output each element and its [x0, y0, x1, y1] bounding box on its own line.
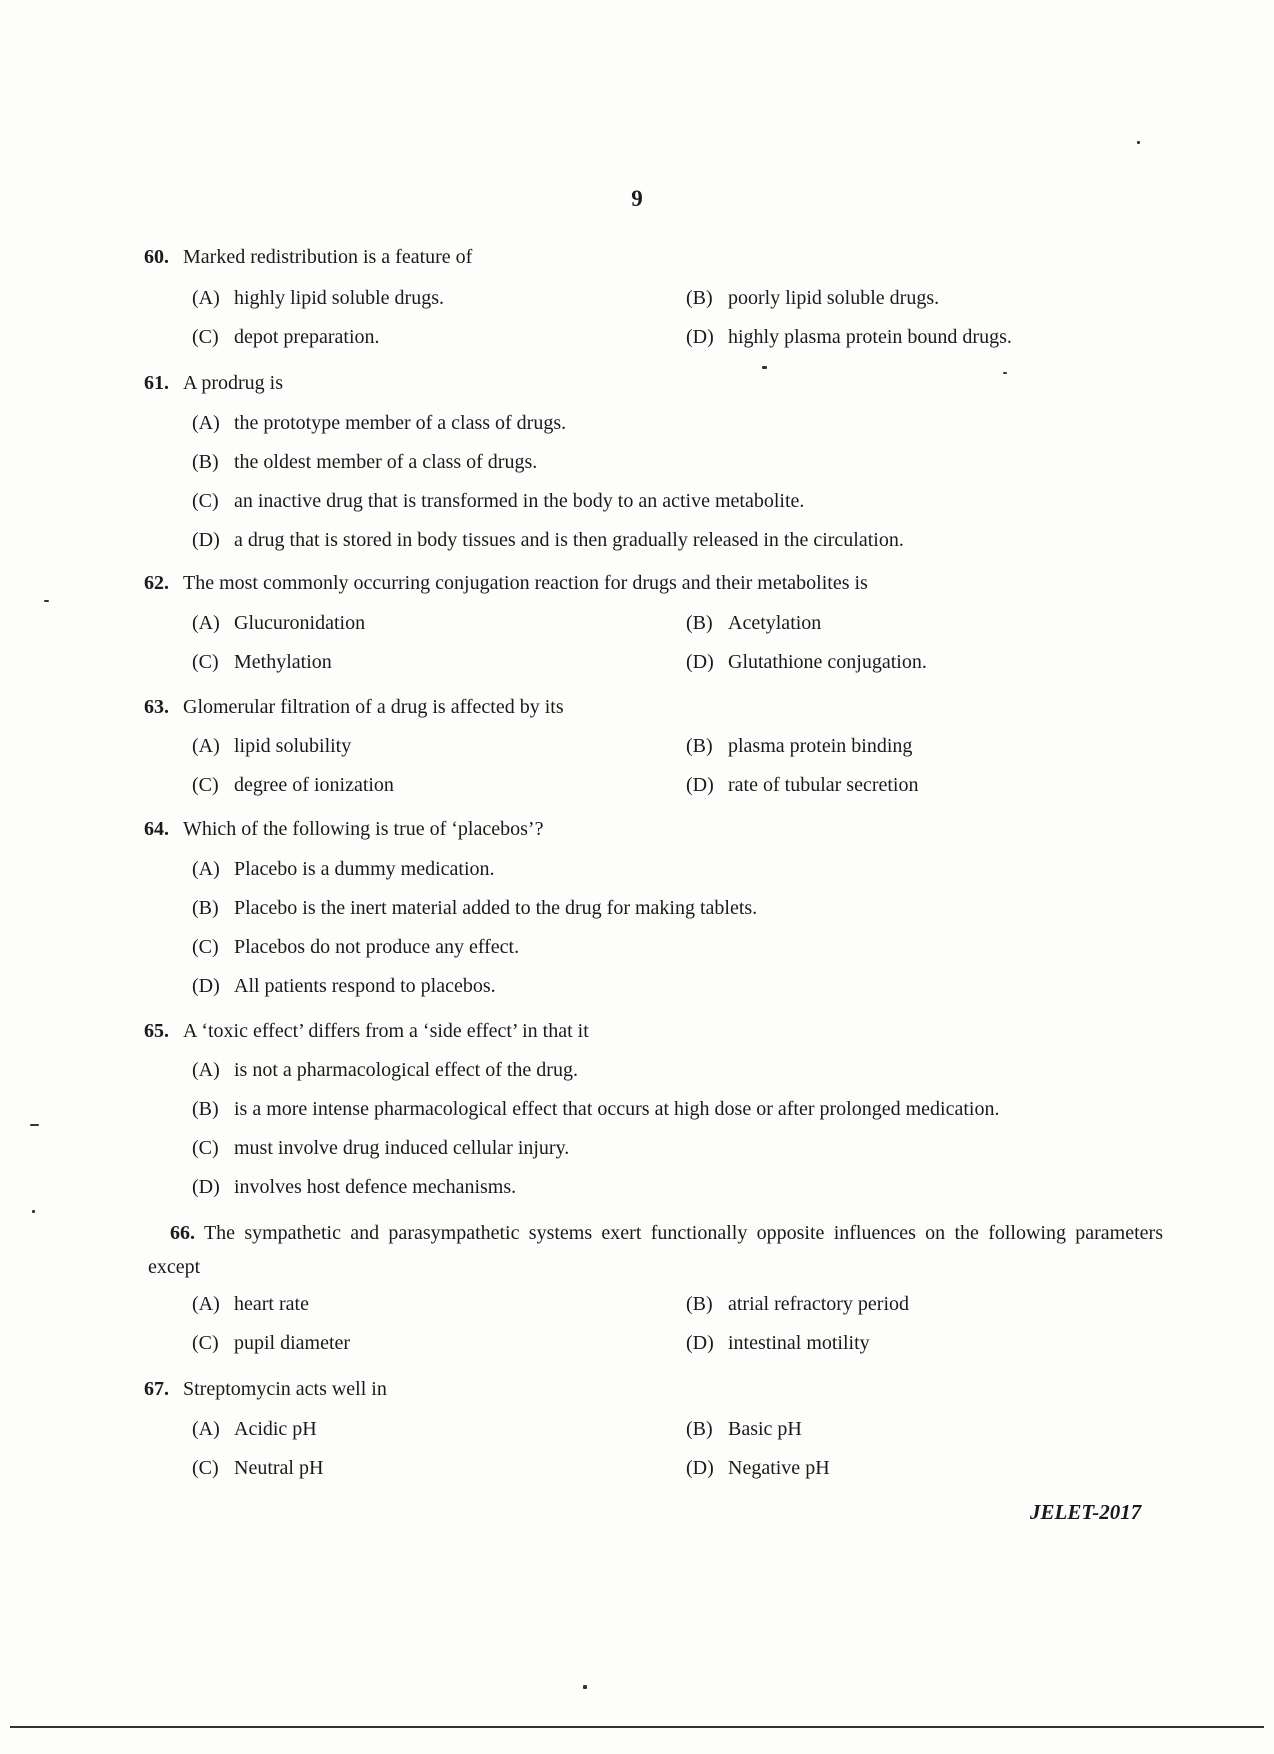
question-number: 66. — [170, 1222, 195, 1244]
option-d — [192, 529, 904, 552]
option-letter: (D) — [192, 529, 220, 551]
option-c — [192, 1137, 569, 1160]
option-letter: (C) — [192, 326, 219, 348]
option-text: Glucuronidation — [234, 612, 366, 634]
option-b — [192, 1098, 999, 1121]
option-text: All patients respond to placebos. — [234, 975, 496, 997]
option-letter: (D) — [686, 1457, 714, 1479]
option-letter: (A) — [192, 287, 220, 309]
option-text: is a more intense pharmacological effect that occurs at high dose or after prolonged medication. — [234, 1098, 1000, 1120]
scan-speck — [44, 600, 49, 602]
option-text: must involve drug induced cellular injury. — [234, 1137, 570, 1159]
question-stem: Marked redistribution is a feature of — [183, 246, 473, 268]
option-letter: (A) — [192, 1293, 220, 1315]
option-letter: (C) — [192, 490, 219, 512]
scan-speck — [1003, 372, 1007, 374]
bottom-rule — [10, 1726, 1264, 1728]
option-a — [192, 1418, 317, 1441]
option-letter: (B) — [192, 897, 219, 919]
option-text: heart rate — [234, 1293, 309, 1315]
question-stem: Which of the following is true of ‘placebos’? — [183, 818, 544, 840]
option-c — [192, 774, 394, 797]
option-letter: (A) — [192, 1418, 220, 1440]
option-text: intestinal motility — [728, 1332, 870, 1354]
option-d — [686, 326, 1012, 349]
option-d — [686, 1457, 830, 1480]
question-stem: A ‘toxic effect’ differs from a ‘side effect’ in that it — [183, 1020, 589, 1042]
question-number: 63. — [144, 696, 169, 718]
option-letter: (C) — [192, 1137, 219, 1159]
option-letter: (B) — [686, 1293, 713, 1315]
option-b — [192, 451, 537, 474]
option-d — [686, 1332, 870, 1355]
option-text: pupil diameter — [234, 1332, 351, 1354]
option-text: Placebo is a dummy medication. — [234, 858, 495, 880]
option-letter: (D) — [192, 1176, 220, 1198]
option-c — [192, 490, 804, 513]
option-letter: (D) — [686, 326, 714, 348]
option-b — [686, 1418, 802, 1441]
option-c — [192, 326, 380, 349]
option-letter: (B) — [192, 451, 219, 473]
question-number: 65. — [144, 1020, 169, 1042]
option-text: lipid solubility — [234, 735, 352, 757]
option-letter: (B) — [686, 735, 713, 757]
option-b — [686, 735, 912, 758]
option-text: Placebo is the inert material added to the drug for making tablets. — [234, 897, 758, 919]
option-b — [686, 1293, 909, 1316]
option-text: involves host defence mechanisms. — [234, 1176, 517, 1198]
option-text: Acidic pH — [234, 1418, 317, 1440]
question-66 — [148, 1216, 1163, 1284]
scan-speck — [1137, 141, 1140, 144]
option-letter: (C) — [192, 774, 219, 796]
option-text: a drug that is stored in body tissues and is then gradually released in the circulation. — [234, 529, 904, 551]
option-text: plasma protein binding — [728, 735, 913, 757]
option-letter: (D) — [192, 975, 220, 997]
option-a — [192, 412, 566, 435]
option-text: Placebos do not produce any effect. — [234, 936, 520, 958]
option-text: poorly lipid soluble drugs. — [728, 287, 940, 309]
option-letter: (A) — [192, 412, 220, 434]
option-letter: (B) — [192, 1098, 219, 1120]
option-letter: (A) — [192, 1059, 220, 1081]
option-c — [192, 1332, 350, 1355]
option-text: is not a pharmacological effect of the drug. — [234, 1059, 578, 1081]
question-stem: The most commonly occurring conjugation reaction for drugs and their metabolites is — [183, 572, 868, 594]
option-text: degree of ionization — [234, 774, 394, 796]
option-letter: (D) — [686, 1332, 714, 1354]
option-a — [192, 287, 444, 310]
option-text: depot preparation. — [234, 326, 380, 348]
option-a — [192, 735, 351, 758]
scan-speck — [30, 1124, 39, 1126]
question-number: 64. — [144, 818, 169, 840]
option-b — [686, 287, 939, 310]
question-number: 62. — [144, 572, 169, 594]
option-text: Neutral pH — [234, 1457, 324, 1479]
question-stem: Glomerular filtration of a drug is affected by its — [183, 696, 564, 718]
question-stem: Streptomycin acts well in — [183, 1378, 387, 1400]
option-letter: (B) — [686, 612, 713, 634]
option-text: Methylation — [234, 651, 332, 673]
option-text: highly plasma protein bound drugs. — [728, 326, 1012, 348]
option-a — [192, 1059, 578, 1082]
question-number: 60. — [144, 246, 169, 268]
option-d — [192, 975, 496, 998]
question-number: 61. — [144, 372, 169, 394]
option-c — [192, 936, 519, 959]
option-d — [686, 774, 918, 797]
option-text: highly lipid soluble drugs. — [234, 287, 444, 309]
option-text: the oldest member of a class of drugs. — [234, 451, 538, 473]
option-letter: (D) — [686, 774, 714, 796]
option-letter: (B) — [686, 1418, 713, 1440]
option-a — [192, 1293, 309, 1316]
option-letter: (C) — [192, 1332, 219, 1354]
option-text: Negative pH — [728, 1457, 830, 1479]
option-letter: (C) — [192, 1457, 219, 1479]
option-c — [192, 651, 332, 674]
option-text: an inactive drug that is transformed in the body to an active metabolite. — [234, 490, 805, 512]
scan-speck — [583, 1685, 587, 1689]
option-text: Basic pH — [728, 1418, 802, 1440]
option-c — [192, 1457, 323, 1480]
option-b — [192, 897, 757, 920]
option-text: Acetylation — [728, 612, 822, 634]
question-stem: The sympathetic and parasympathetic systems exert functionally opposite influences on the following parameters except — [148, 1222, 1163, 1278]
scan-speck — [32, 1210, 35, 1213]
option-letter: (A) — [192, 858, 220, 880]
option-text: Glutathione conjugation. — [728, 651, 927, 673]
question-number: 67. — [144, 1378, 169, 1400]
option-letter: (C) — [192, 936, 219, 958]
option-letter: (A) — [192, 735, 220, 757]
option-letter: (B) — [686, 287, 713, 309]
option-d — [686, 651, 927, 674]
exam-code: JELET-2017 — [1030, 1500, 1142, 1524]
option-a — [192, 612, 365, 635]
option-letter: (A) — [192, 612, 220, 634]
option-b — [686, 612, 821, 635]
page-number: 9 — [631, 186, 643, 211]
option-d — [192, 1176, 516, 1199]
option-letter: (D) — [686, 651, 714, 673]
scan-speck — [762, 366, 767, 369]
option-text: atrial refractory period — [728, 1293, 910, 1315]
option-text: the prototype member of a class of drugs. — [234, 412, 567, 434]
option-text: rate of tubular secretion — [728, 774, 919, 796]
option-letter: (C) — [192, 651, 219, 673]
option-a — [192, 858, 495, 881]
question-stem: A prodrug is — [183, 372, 283, 394]
